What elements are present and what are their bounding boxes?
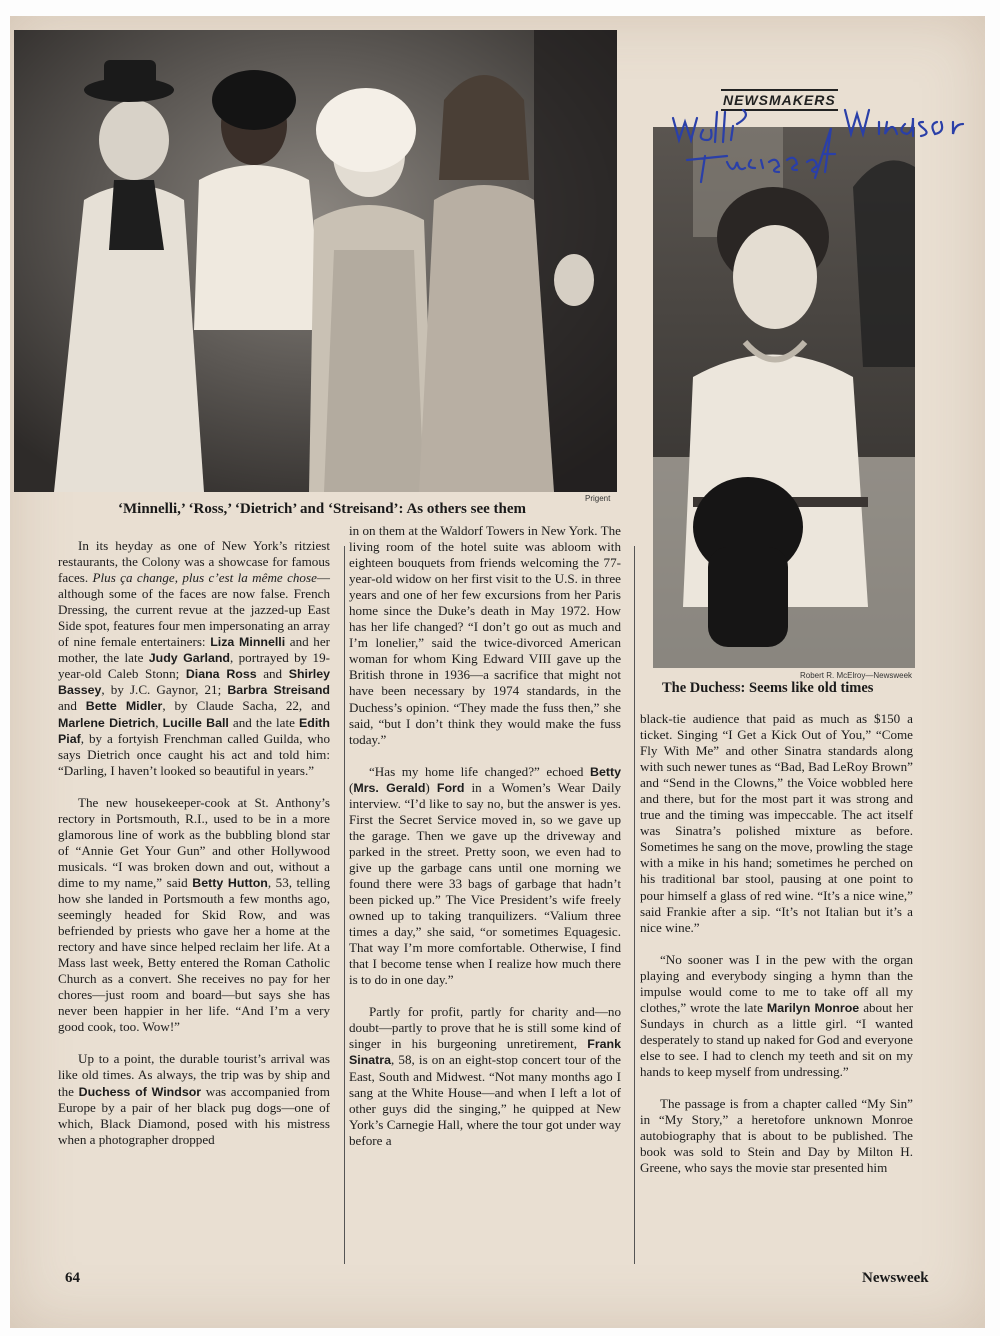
text-run: Betty Hutton	[192, 875, 268, 890]
text-run: Edith Piaf	[58, 715, 330, 746]
text-run: Up to a point, the durable tourist’s arrival was like old times. As always, the trip was by ship and the	[58, 1051, 330, 1099]
photo-duchess	[653, 127, 915, 668]
text-run: and the late	[228, 714, 300, 730]
text-run: , 58, is on an eight-stop concert tour of the East, South and Midwest. “Not many months ago I sang at the White House—and when I left a lot of other guys did the singing,” he quipped at New York’s Carnegie Hall, where the tour got under way before a	[349, 1052, 621, 1148]
paragraph	[58, 1051, 330, 1147]
text-run: The passage is from a chapter called “My Sin” in “My Story,” a heretofore unknown Monroe autobiography that is about to be published. The book was sold to Stein and Day by Milton H. Greene, who says the movie star presented him	[640, 1096, 913, 1176]
signature	[665, 100, 985, 190]
text-run: and	[256, 666, 289, 682]
paragraph	[349, 1004, 621, 1148]
page-number: 64	[65, 1270, 80, 1286]
paragraph	[349, 764, 621, 989]
text-run: Partly for profit, partly for charity and—no doubt—partly to prove that he is still some kind of singer in his burgeoning unretirement,	[349, 1004, 621, 1052]
text-run: , portrayed by 19-year-old Caleb Stonn;	[58, 650, 330, 682]
article-column-1	[58, 538, 330, 1164]
text-run: Shirley Bassey	[58, 667, 331, 698]
publication-name: Newsweek	[862, 1270, 929, 1286]
text-run: Mrs. Gerald	[353, 780, 426, 795]
text-run: and her mother, the late	[58, 634, 331, 666]
photo-caption-left: ‘Minnelli,’ ‘Ross,’ ‘Dietrich’ and ‘Streisand’: As others see them	[118, 501, 527, 517]
photo-impersonators	[14, 30, 617, 492]
text-run: about her Sundays in church as a little girl. “I wanted desperately to stand up naked for God and everyone else to see. I had to clench my teeth and sit on my hands to keep myself from undressing.”	[640, 999, 913, 1079]
paragraph	[640, 711, 913, 936]
text-run: ,	[155, 714, 163, 730]
text-run: Diana Ross	[185, 667, 257, 682]
text-run: , by Claude Sacha, 22, and	[162, 698, 330, 714]
text-run: (	[349, 779, 354, 795]
text-run: Marlene Dietrich	[58, 715, 156, 730]
article-column-2	[349, 523, 621, 1165]
text-run: black-tie audience that paid as much as $150 a ticket. Singing “I Get a Kick Out of You,” “Come Fly With Me” and other Sinatra standards along with such newer tunes as “Bad, Bad LeRoy Brown” and “Send in the Clowns,” the Voice wobbled here and there, but for the most part it was strong and true and the timing was impeccable. The act itself was Sinatra’s polished mixture as before. Sometimes he sang on the move, prowling the stage with a mike in his hand; sometimes he perched on his traditional bar stool, pausing at one point to pour himself a glass of red wine. “It’s a nice wine,” said Frankie after a sip. “It’s not Italian but it’s a nice wine.”	[640, 711, 913, 935]
paragraph	[640, 952, 913, 1080]
text-run: —although some of the faces are now false. French Dressing, the current revue at the jazzed-up East Side spot, features four men impersonating an array of nine female entertainers:	[58, 570, 330, 650]
text-run: The new housekeeper-cook at St. Anthony’s rectory in Portsmouth, R.I., used to be in a more glamorous line of work as the bubbling blond star of “Annie Get Your Gun” and other Hollywood musicals. “I was broken down and out, without a dime to my name,” said	[58, 794, 330, 890]
paragraph	[58, 538, 330, 779]
text-run: , 53, telling how she landed in Portsmouth a few months ago, seemingly headed for Skid Row, and was befriended by priests who gave her a home at the rectory and have since helped reclaim her life. At a Mass last week, Betty entered the Roman Catholic Church as a convert. She receives no pay for her chores—just room and board—but says she has never been happier in her life. “And I’m a very good cook, too. Wow!”	[58, 874, 330, 1035]
paragraph	[349, 523, 621, 748]
text-run: In its heyday as one of New York’s ritziest restaurants, the Colony was a showcase for famous faces.	[58, 538, 330, 586]
text-run: “No sooner was I in the pew with the organ playing and everybody singing a hymn than the impulse would come to me to take off all my clothes,” wrote the late	[640, 951, 913, 1015]
text-run: Ford	[436, 780, 465, 795]
column-rule-2	[634, 546, 635, 1264]
text-run: Lucille Ball	[162, 715, 229, 730]
text-run: , by J.C. Gaynor, 21;	[101, 682, 228, 698]
text-run: was accompanied from Europe by a pair of her black pug dogs—one of which, Black Diamond, posed with his mistress when a photographer dropped	[58, 1083, 330, 1147]
text-run: and	[58, 698, 86, 714]
text-run: , by a fortyish Frenchman called Guilda, who says Dietrich once caught his act and told him: “Darling, I haven’t looked so beautiful in years.”	[58, 730, 330, 778]
photo-credit-left: Prigent	[585, 494, 611, 503]
text-run: in a Women’s Wear Daily interview. “I’d like to say no, but the answer is yes. First the Secret Service moved in, so we gave up the garage. Then we gave up the driveway and parked in the street. Pretty soon, we even had to give up the garbage cans until one morning we found there were 33 bags of garbage that hadn’t been picked up.” The Vice President’s wife freely owned up to taking tranquilizers. “Valium three times a day,” she said, “or sometimes Equagesic. That way I’m more comfortable. Otherwise, I find that I become tense when I realize how much there is to do in one day.”	[349, 779, 621, 988]
text-run: Frank Sinatra	[349, 1037, 621, 1068]
text-run: )	[425, 779, 437, 795]
column-rule-1	[344, 546, 345, 1264]
text-run: Betty	[590, 764, 621, 779]
magazine-page	[10, 16, 985, 1328]
paragraph	[58, 795, 330, 1036]
section-label: NEWSMAKERS	[721, 89, 838, 111]
article-column-3	[640, 711, 913, 1192]
text-run: Plus ça change, plus c’est la même chose	[92, 570, 317, 586]
text-run: Barbra Streisand	[227, 683, 330, 698]
impersonators-image	[14, 30, 617, 492]
duchess-image	[653, 127, 915, 668]
text-run: Liza Minnelli	[210, 635, 286, 650]
text-run: Duchess of Windsor	[78, 1084, 202, 1099]
text-run: Bette Midler	[85, 699, 163, 714]
text-run: in on them at the Waldorf Towers in New York. The living room of the hotel suite was abloom with eighteen bouquets from friends welcoming the 77-year-old widow on her first visit to the U.S. in three years and one of her few excursions from her Paris home since the Duke’s death in May 1972. How has her life changed? “I don’t go out as much and I’m lonelier,” said the twice-divorced American woman for whom King Edward VIII gave up the British throne in 1936—a sacrifice that might not have been necessary by 1974 standards, in the Duchess’s opinion. “They made the fuss then,” she said, “but I don’t think they would make the fuss today.”	[349, 523, 621, 747]
text-run: Judy Garland	[148, 651, 230, 666]
text-run: Marilyn Monroe	[766, 1000, 860, 1015]
text-run: “Has my home life changed?” echoed	[369, 763, 591, 779]
photo-caption-right: The Duchess: Seems like old times	[662, 680, 874, 696]
paragraph	[640, 1096, 913, 1176]
photo-credit-right: Robert R. McElroy—Newsweek	[800, 671, 913, 680]
